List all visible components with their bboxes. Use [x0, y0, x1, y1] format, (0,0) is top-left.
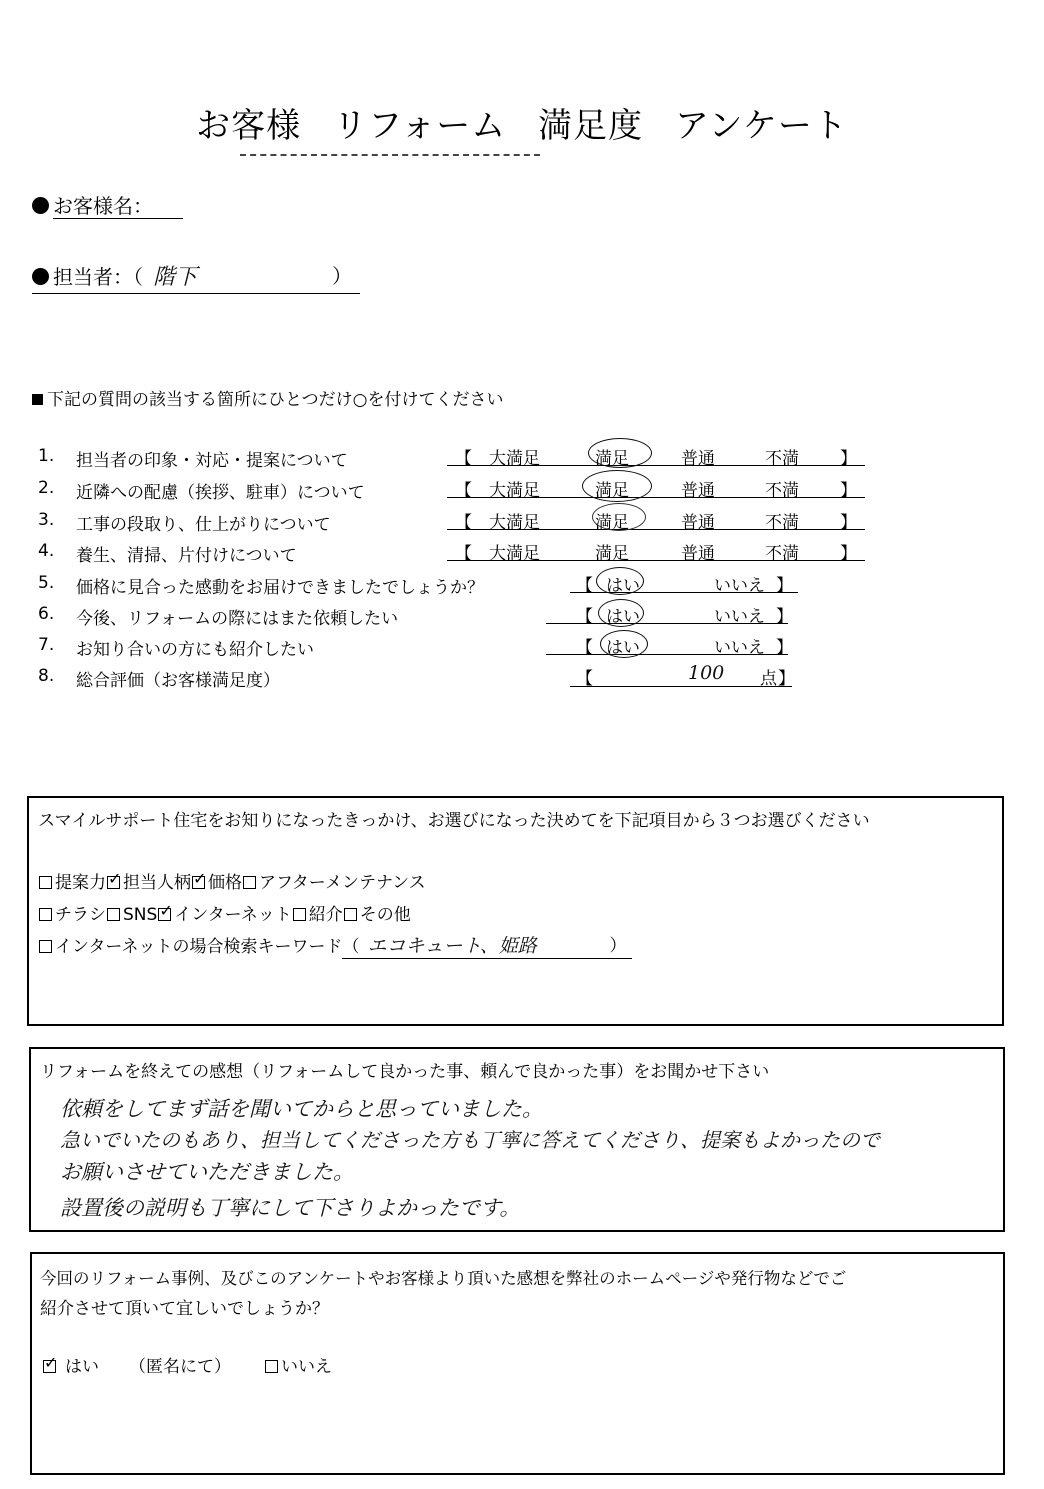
bullet-icon — [32, 268, 49, 285]
survey-title — [0, 98, 1044, 147]
scale-answer-row: 【 大満足 満足 普通 不満 】 — [455, 476, 472, 501]
square-bullet-icon — [32, 394, 43, 405]
title-part: リフォーム — [332, 106, 507, 146]
checkbox-after-maintenance[interactable] — [243, 876, 256, 889]
checkbox-proposal[interactable] — [39, 876, 52, 889]
yesno-answer-row: 【 はい いいえ 】 — [576, 633, 798, 658]
question-number: 1. — [38, 446, 55, 466]
score-value[interactable]: 100 — [688, 662, 725, 684]
impression-line[interactable]: 設置後の説明も丁寧にして下さりよかったです。 — [60, 1196, 521, 1220]
answer-underline — [570, 592, 798, 593]
option-unsatisfied[interactable]: 不満 — [765, 544, 799, 564]
selected-circle — [588, 438, 652, 468]
staff-open-paren: （ — [133, 265, 143, 289]
discovery-row-2: チラシ SNS✓ インターネット 紹介 その他 — [38, 900, 411, 925]
option-great[interactable]: 大満足 — [489, 481, 540, 501]
option-no[interactable]: いいえ — [714, 638, 765, 658]
title-underline — [240, 154, 540, 156]
checkbox-referral[interactable] — [293, 908, 306, 921]
question-number: 5. — [38, 573, 55, 593]
question-text: 近隣への配慮（挨拶、駐車）について — [76, 483, 365, 503]
checkbox-permission-yes[interactable] — [43, 1360, 56, 1373]
selected-circle — [592, 503, 646, 531]
selected-circle — [598, 599, 644, 627]
permission-header-line2: 紹介させて頂いて宜しいでしょうか？ — [40, 1299, 329, 1319]
discovery-row-3: インターネットの場合検索キーワード（ エコキュート、姫路 ） — [38, 931, 632, 959]
question-number: 3. — [38, 510, 55, 530]
answer-underline — [447, 497, 865, 498]
answer-underline — [447, 465, 865, 466]
staff-close-paren: ） — [332, 264, 352, 288]
question-number: 7. — [38, 635, 55, 655]
scale-answer-row: 【 大満足 満足 普通 不満 】 — [455, 444, 472, 469]
score-unit: 点 — [760, 669, 777, 689]
impression-line[interactable]: お願いさせていただきました。 — [60, 1160, 354, 1184]
option-yes[interactable]: はい — [606, 576, 640, 596]
option-satisfied[interactable]: 満足 — [595, 449, 629, 469]
keyword-value: エコキュート、姫路 — [367, 935, 537, 957]
staff-name-value[interactable]: 階下 — [153, 265, 198, 290]
option-unsatisfied[interactable]: 不満 — [765, 481, 799, 501]
checkbox-price[interactable] — [192, 876, 205, 889]
option-unsatisfied[interactable]: 不満 — [765, 513, 799, 533]
permission-options: ✓はい （匿名にて） いいえ — [42, 1352, 332, 1377]
answer-underline — [447, 529, 865, 530]
option-great[interactable]: 大満足 — [489, 449, 540, 469]
selected-circle — [596, 567, 644, 595]
checkbox-internet[interactable] — [158, 908, 171, 921]
question-number: 2. — [38, 478, 55, 498]
staff-field — [32, 260, 360, 294]
option-great[interactable]: 大満足 — [489, 544, 540, 564]
staff-label: 担当者： — [53, 265, 133, 289]
checkbox-staff-personality[interactable] — [107, 876, 120, 889]
option-yes[interactable]: はい — [606, 607, 640, 627]
bullet-icon — [32, 197, 49, 214]
question-number: 6. — [38, 604, 55, 624]
permission-header-line1: 今回のリフォーム事例、及びこのアンケートやお客様より頂いた感想を弊社のホームページや発行物などでご — [40, 1269, 847, 1288]
option-satisfied[interactable]: 満足 — [595, 544, 629, 564]
score-answer-row: 【 100 点 】 — [576, 662, 795, 689]
answer-underline — [546, 623, 788, 624]
checkbox-permission-no[interactable] — [265, 1360, 278, 1373]
option-normal[interactable]: 普通 — [681, 544, 715, 564]
option-unsatisfied[interactable]: 不満 — [765, 449, 799, 469]
question-text: 総合評価（お客様満足度） — [76, 671, 280, 691]
title-part: お客様 — [196, 106, 302, 146]
yesno-answer-row: 【 はい いいえ 】 — [576, 571, 798, 596]
title-part: アンケート — [674, 106, 848, 146]
selected-circle — [600, 630, 648, 658]
question-number: 8. — [38, 666, 55, 686]
title-part: 満足度 — [538, 106, 644, 146]
impression-line[interactable]: 急いでいたのもあり、担当してくださった方も丁寧に答えてくださり、提案もよかったので — [60, 1128, 880, 1152]
option-normal[interactable]: 普通 — [681, 481, 715, 501]
impression-header: リフォームを終えての感想（リフォームして良かった事、頼んで良かった事）をお聞かせ下さい — [40, 1062, 770, 1082]
option-satisfied[interactable]: 満足 — [595, 481, 629, 501]
option-no[interactable]: いいえ — [714, 607, 765, 627]
discovery-row-1: 提案力✓ 担当人柄✓ 価格 アフターメンテナンス — [38, 868, 426, 893]
customer-name-label: お客様名： — [53, 194, 183, 219]
discovery-header: スマイルサポート住宅をお知りになったきっかけ、お選びになった決めてを下記項目から３つお選びください — [38, 811, 870, 831]
yesno-answer-row: 【 はい いいえ 】 — [576, 602, 798, 627]
option-satisfied[interactable]: 満足 — [595, 513, 629, 533]
option-normal[interactable]: 普通 — [681, 449, 715, 469]
keyword-field[interactable]: （ エコキュート、姫路 ） — [342, 931, 632, 959]
question-number: 4. — [38, 541, 55, 561]
question-text: 価格に見合った感動をお届けできましたでしょうか？ — [76, 578, 484, 598]
question-text: 担当者の印象・対応・提案について — [76, 451, 348, 471]
option-normal[interactable]: 普通 — [681, 513, 715, 533]
option-great[interactable]: 大満足 — [489, 513, 540, 533]
answer-underline — [546, 654, 788, 655]
selected-circle — [582, 470, 652, 502]
instruction-text: 下記の質問の該当する箇所にひとつだけ○を付けてください — [32, 385, 504, 410]
scale-answer-row: 【 大満足 満足 普通 不満 】 — [455, 508, 472, 533]
checkbox-flyer[interactable] — [39, 908, 52, 921]
option-no[interactable]: いいえ — [714, 576, 765, 596]
checkbox-sns[interactable] — [107, 908, 120, 921]
answer-underline — [447, 560, 865, 561]
question-text: 養生、清掃、片付けについて — [76, 546, 297, 566]
impression-line[interactable]: 依頼をしてまず話を聞いてからと思っていました。 — [60, 1097, 543, 1121]
checkbox-search-keyword[interactable] — [39, 940, 52, 953]
customer-name-field — [32, 190, 183, 219]
checkbox-other[interactable] — [344, 908, 357, 921]
scale-answer-row: 【 大満足 満足 普通 不満 】 — [455, 539, 472, 564]
option-yes[interactable]: はい — [606, 638, 640, 658]
question-text: 今後、リフォームの際にはまた依頼したい — [76, 609, 399, 629]
question-text: お知り合いの方にも紹介したい — [76, 640, 314, 660]
question-text: 工事の段取り、仕上がりについて — [76, 515, 331, 535]
answer-underline — [570, 686, 792, 687]
